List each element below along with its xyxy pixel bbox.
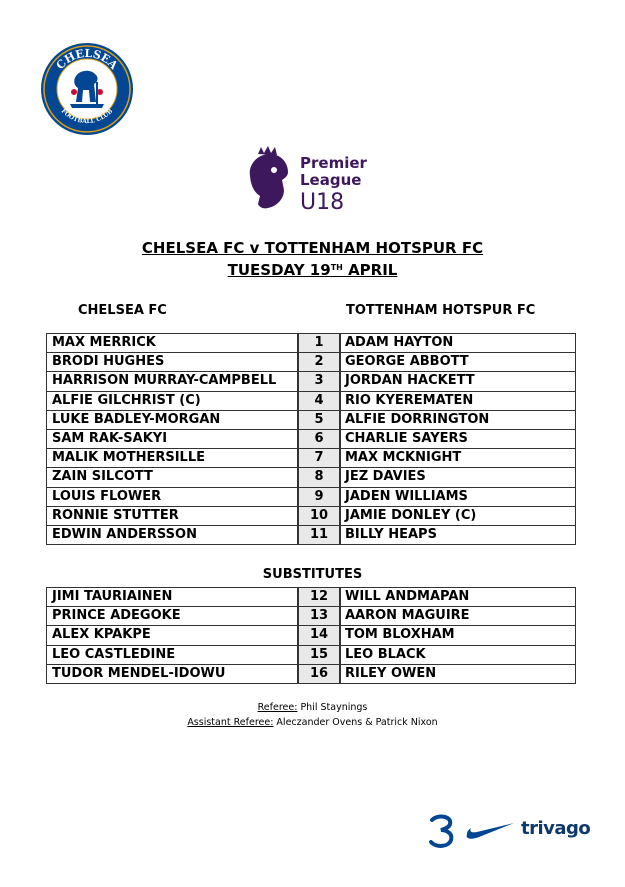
lineup-row <box>46 391 578 410</box>
lineup-row <box>46 525 578 544</box>
home-player-name: ALFIE GILCHRIST (C) <box>46 391 298 411</box>
substitutes-table <box>46 587 578 683</box>
match-date-day: TUESDAY 19 <box>227 261 331 279</box>
shirt-number: 2 <box>297 352 341 372</box>
home-player-name: MAX MERRICK <box>46 333 298 353</box>
home-player-name: ALEX KPAKPE <box>46 625 298 645</box>
home-player-name: SAM RAK-SAKYI <box>46 429 298 449</box>
away-player-name: JORDAN HACKETT <box>340 371 576 391</box>
starting-lineup-table <box>46 333 578 544</box>
lineup-row <box>46 487 578 506</box>
lineup-row <box>46 448 578 467</box>
away-player-name: BILLY HEAPS <box>340 525 576 545</box>
away-player-name: GEORGE ABBOTT <box>340 352 576 372</box>
home-player-name: TUDOR MENDEL-IDOWU <box>46 664 298 684</box>
crest-bottom-text: FOOTBALL CLUB <box>59 107 115 126</box>
substitute-row <box>46 587 578 606</box>
shirt-number: 11 <box>297 525 341 545</box>
lineup-row <box>46 333 578 352</box>
shirt-number: 7 <box>297 448 341 468</box>
referee-name: Phil Staynings <box>297 702 368 713</box>
home-player-name: PRINCE ADEGOKE <box>46 606 298 626</box>
substitute-row <box>46 664 578 683</box>
away-player-name: JEZ DAVIES <box>340 467 576 487</box>
substitute-row <box>46 606 578 625</box>
shirt-number: 16 <box>297 664 341 684</box>
away-player-name: ALFIE DORRINGTON <box>340 410 576 430</box>
assistant-referee-label: Assistant Referee: <box>187 717 274 728</box>
match-date-month: APRIL <box>342 261 398 279</box>
home-player-name: MALIK MOTHERSILLE <box>46 448 298 468</box>
crest-top-text: CHELSEA <box>53 46 121 73</box>
nike-swoosh-icon <box>465 820 515 840</box>
substitute-row <box>46 645 578 664</box>
shirt-number: 1 <box>297 333 341 353</box>
away-player-name: ADAM HAYTON <box>340 333 576 353</box>
match-title: CHELSEA FC v TOTTENHAM HOTSPUR FC <box>141 239 484 257</box>
referee-line <box>0 702 625 713</box>
match-date <box>0 261 625 279</box>
lineup-row <box>46 467 578 486</box>
away-player-name: TOM BLOXHAM <box>340 625 576 645</box>
home-player-name: LOUIS FLOWER <box>46 487 298 507</box>
home-team-heading: CHELSEA FC <box>78 303 167 318</box>
away-player-name: JAMIE DONLEY (C) <box>340 506 576 526</box>
home-player-name: EDWIN ANDERSSON <box>46 525 298 545</box>
match-date-ordinal: TH <box>330 263 343 272</box>
lineup-row <box>46 429 578 448</box>
shirt-number: 5 <box>297 410 341 430</box>
shirt-number: 10 <box>297 506 341 526</box>
home-player-name: LEO CASTLEDINE <box>46 645 298 665</box>
away-team-heading: TOTTENHAM HOTSPUR FC <box>346 303 536 318</box>
away-player-name: JADEN WILLIAMS <box>340 487 576 507</box>
lineup-row <box>46 371 578 390</box>
home-player-name: LUKE BADLEY-MORGAN <box>46 410 298 430</box>
lineup-row <box>46 410 578 429</box>
substitutes-heading: SUBSTITUTES <box>262 567 363 582</box>
away-player-name: CHARLIE SAYERS <box>340 429 576 449</box>
assistant-referee-names: Aleczander Ovens & Patrick Nixon <box>273 717 438 728</box>
shirt-number: 14 <box>297 625 341 645</box>
pl-word-premier: Premier <box>300 154 367 172</box>
lineup-row <box>46 352 578 371</box>
shirt-number: 8 <box>297 467 341 487</box>
away-player-name: RILEY OWEN <box>340 664 576 684</box>
shirt-number: 13 <box>297 606 341 626</box>
shirt-number: 12 <box>297 587 341 607</box>
assistant-referee-line <box>0 717 625 728</box>
substitute-row <box>46 625 578 644</box>
away-player-name: WILL ANDMAPAN <box>340 587 576 607</box>
shirt-number: 3 <box>297 371 341 391</box>
away-player-name: AARON MAGUIRE <box>340 606 576 626</box>
three-sponsor-logo <box>428 814 456 848</box>
shirt-number: 6 <box>297 429 341 449</box>
home-player-name: BRODI HUGHES <box>46 352 298 372</box>
chelsea-crest-logo <box>40 42 134 136</box>
away-player-name: RIO KYEREMATEN <box>340 391 576 411</box>
trivago-sponsor-logo: trivago <box>521 818 591 839</box>
shirt-number: 15 <box>297 645 341 665</box>
home-player-name: ZAIN SILCOTT <box>46 467 298 487</box>
shirt-number: 9 <box>297 487 341 507</box>
referee-label: Referee: <box>257 702 298 713</box>
shirt-number: 4 <box>297 391 341 411</box>
pl-word-league: League <box>300 171 362 189</box>
away-player-name: LEO BLACK <box>340 645 576 665</box>
home-player-name: RONNIE STUTTER <box>46 506 298 526</box>
pl-word-u18: U18 <box>300 190 345 215</box>
home-player-name: JIMI TAURIAINEN <box>46 587 298 607</box>
home-player-name: HARRISON MURRAY-CAMPBELL <box>46 371 298 391</box>
away-player-name: MAX MCKNIGHT <box>340 448 576 468</box>
premier-league-u18-logo <box>244 146 374 216</box>
lineup-row <box>46 506 578 525</box>
